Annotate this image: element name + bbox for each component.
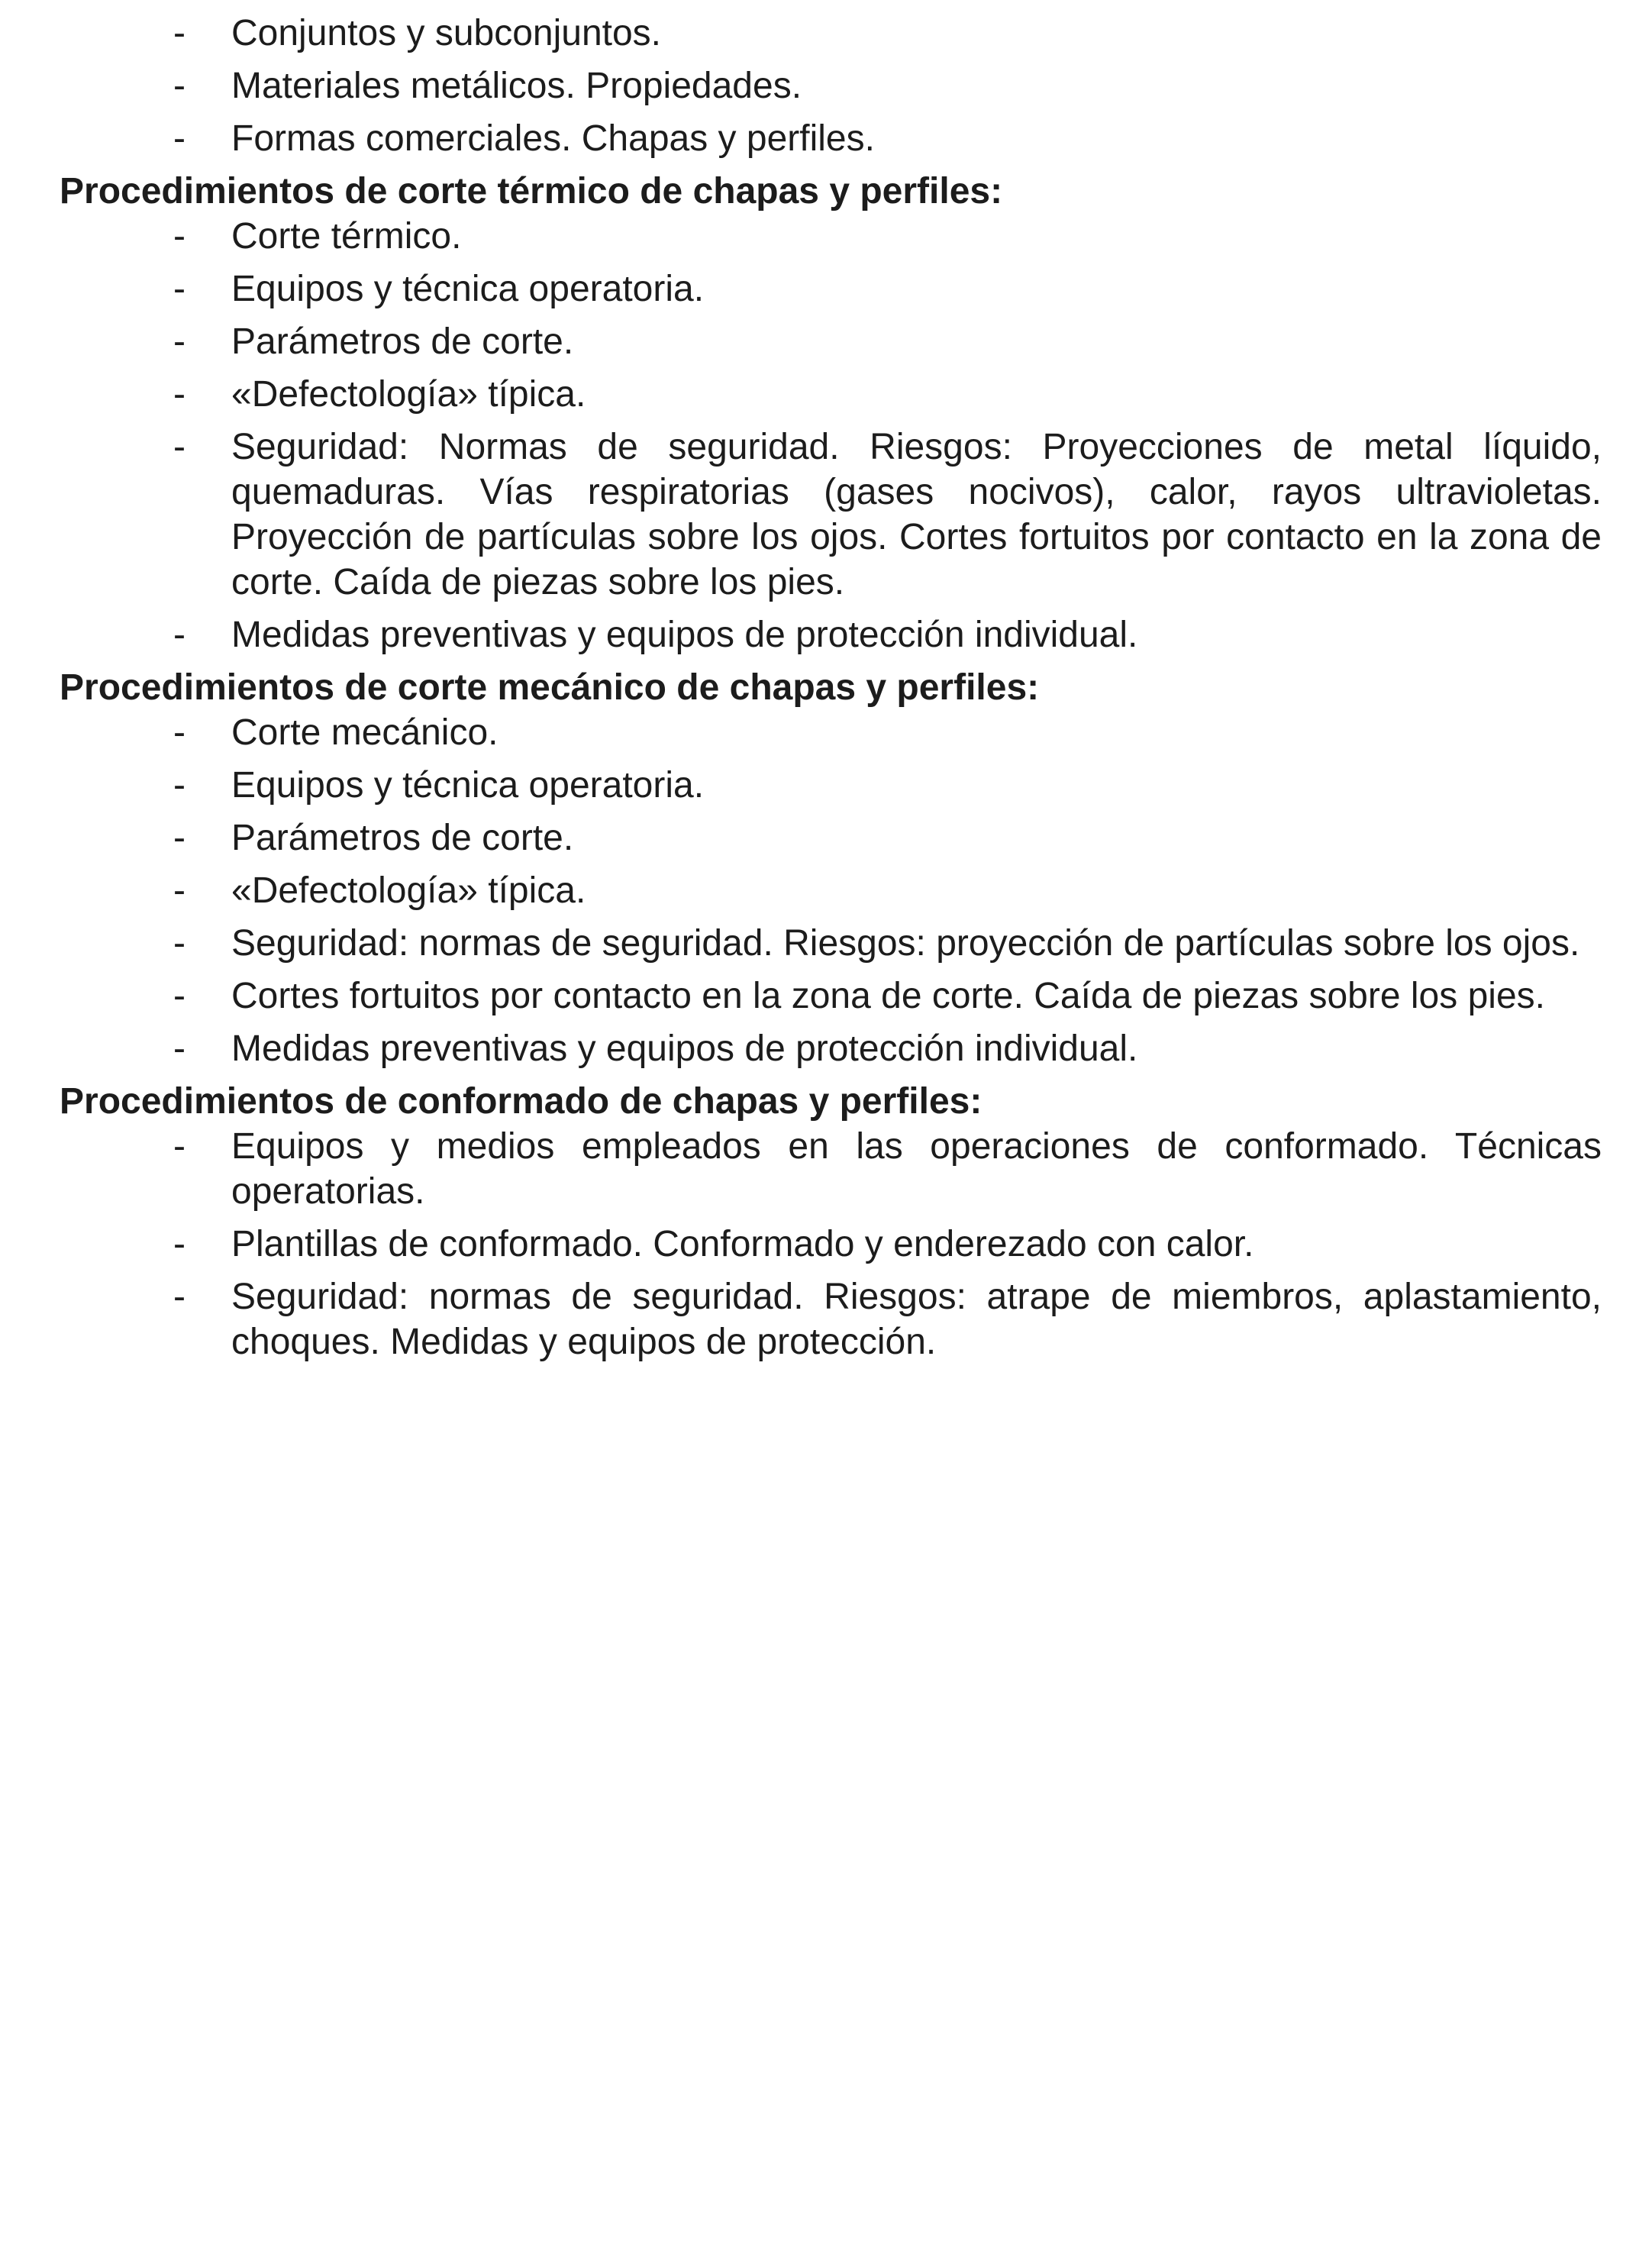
- list-item-text: Plantillas de conformado. Conformado y enderezado con calor.: [231, 1224, 1254, 1264]
- list-item: [60, 868, 1602, 913]
- list-item-text: Corte mecánico.: [231, 712, 499, 753]
- list-item-text: Medidas preventivas y equipos de protección individual.: [231, 615, 1138, 655]
- section-heading: Procedimientos de corte mecánico de chapas y perfiles:: [60, 667, 1040, 708]
- section-corte-mecanico: [60, 665, 1602, 1071]
- list-item-text: Formas comerciales. Chapas y perfiles.: [231, 118, 875, 159]
- list-item: [60, 974, 1602, 1019]
- list-item: [60, 372, 1602, 417]
- list-dash: -: [173, 13, 186, 53]
- list-item-text: Seguridad: Normas de seguridad. Riesgos: Proyecciones de metal líquido, quemaduras. Vías respiratorias (gases nocivos), calor, rayos ultravioletas. Proyección de partículas sobre los ojos. Cortes fortuitos por contacto en la zona de corte. Caída de piezas sobre los pies.: [231, 427, 1602, 602]
- list-dash: -: [173, 321, 186, 362]
- list-item: [60, 425, 1602, 605]
- list-dash: -: [173, 615, 186, 655]
- section-list: [60, 1124, 1602, 1364]
- list-dash: -: [173, 1224, 186, 1264]
- list-item-text: Materiales metálicos. Propiedades.: [231, 66, 802, 106]
- list-dash: -: [173, 66, 186, 106]
- list-dash: -: [173, 1277, 186, 1317]
- list-item: [60, 710, 1602, 755]
- list-dash: -: [173, 374, 186, 415]
- list-dash: -: [173, 976, 186, 1016]
- list-dash: -: [173, 269, 186, 309]
- list-item: [60, 1222, 1602, 1267]
- list-dash: -: [173, 923, 186, 964]
- list-item-text: Equipos y técnica operatoria.: [231, 765, 705, 806]
- list-item: [60, 815, 1602, 861]
- section-list: [60, 214, 1602, 657]
- intro-list: [60, 11, 1602, 161]
- section-heading: Procedimientos de corte térmico de chapas y perfiles:: [60, 171, 1003, 211]
- section-list: [60, 710, 1602, 1071]
- list-item: [60, 319, 1602, 364]
- list-item-text: Parámetros de corte.: [231, 818, 574, 858]
- list-item: [60, 116, 1602, 161]
- document-body: [60, 11, 1602, 1372]
- list-dash: -: [173, 1126, 186, 1167]
- list-item: [60, 1026, 1602, 1071]
- list-dash: -: [173, 712, 186, 753]
- list-item-text: Seguridad: normas de seguridad. Riesgos: proyección de partículas sobre los ojos.: [231, 923, 1580, 964]
- list-item-text: Corte térmico.: [231, 216, 462, 257]
- section-conformado: [60, 1079, 1602, 1364]
- list-item: [60, 612, 1602, 657]
- list-item: [60, 921, 1602, 966]
- list-item: [60, 11, 1602, 56]
- list-item-text: Parámetros de corte.: [231, 321, 574, 362]
- list-item-text: Medidas preventivas y equipos de protección individual.: [231, 1028, 1138, 1069]
- list-dash: -: [173, 818, 186, 858]
- list-item-text: Cortes fortuitos por contacto en la zona de corte. Caída de piezas sobre los pies.: [231, 976, 1545, 1016]
- list-item: [60, 1124, 1602, 1214]
- section-heading: Procedimientos de conformado de chapas y perfiles:: [60, 1081, 982, 1122]
- list-dash: -: [173, 118, 186, 159]
- list-item-text: «Defectología» típica.: [231, 374, 586, 415]
- list-item-text: Equipos y técnica operatoria.: [231, 269, 705, 309]
- list-item-text: Equipos y medios empleados en las operaciones de conformado. Técnicas operatorias.: [231, 1126, 1602, 1212]
- list-dash: -: [173, 1028, 186, 1069]
- list-item: [60, 1274, 1602, 1364]
- section-corte-termico: [60, 169, 1602, 657]
- list-item: [60, 214, 1602, 259]
- list-dash: -: [173, 427, 186, 467]
- list-item: [60, 763, 1602, 808]
- list-item: [60, 63, 1602, 108]
- list-item: [60, 266, 1602, 312]
- list-dash: -: [173, 765, 186, 806]
- list-item-text: «Defectología» típica.: [231, 870, 586, 911]
- list-item-text: Seguridad: normas de seguridad. Riesgos: atrape de miembros, aplastamiento, choques. Medidas y equipos de protección.: [231, 1277, 1602, 1362]
- list-dash: -: [173, 870, 186, 911]
- list-item-text: Conjuntos y subconjuntos.: [231, 13, 662, 53]
- list-dash: -: [173, 216, 186, 257]
